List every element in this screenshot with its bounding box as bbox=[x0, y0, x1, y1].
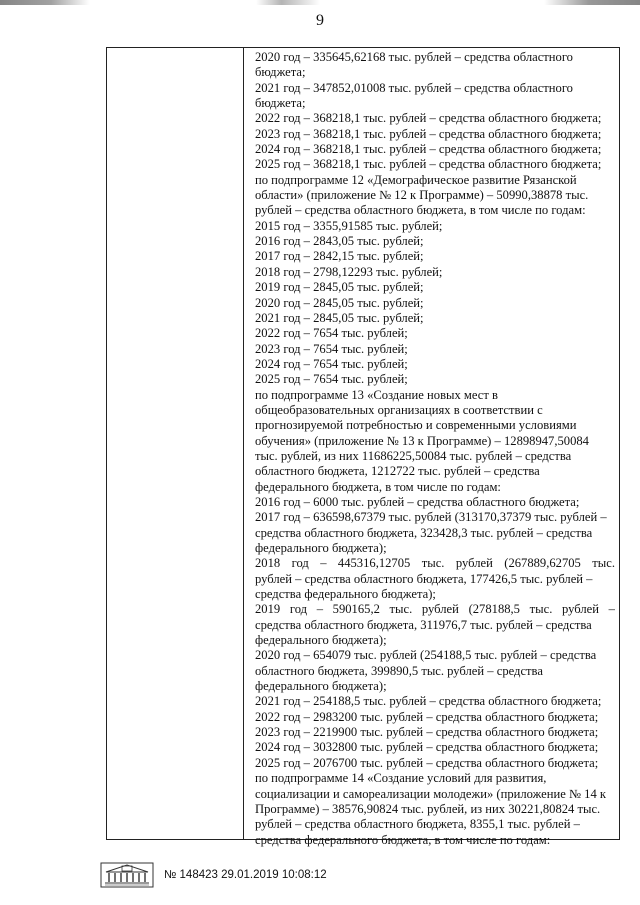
text-line: рублей – средства областного бюджета, в том числе по годам: bbox=[255, 203, 586, 218]
text-line: 2021 год – 2845,05 тыс. рублей; bbox=[255, 310, 424, 325]
text-line: 2021 год – 347852,01008 тыс. рублей – средства областного bbox=[255, 80, 573, 95]
government-building-seal-icon bbox=[100, 862, 154, 888]
text-line: 2020 год – 335645,62168 тыс. рублей – средства областного bbox=[255, 50, 573, 64]
text-line: 2015 год – 3355,91585 тыс. рублей; bbox=[255, 218, 443, 233]
text-line: 2022 год – 2983200 тыс. рублей – средства областного бюджета; bbox=[255, 709, 599, 724]
text-line: федерального бюджета); bbox=[255, 633, 387, 648]
text-line: средства областного бюджета, 323428,3 тыс. рублей – средства bbox=[255, 525, 593, 540]
text-line: федерального бюджета, в том числе по годам: bbox=[255, 479, 501, 494]
text-line: 2019 год – 590165,2 тыс. рублей (278188,5 тыс. рублей – bbox=[255, 602, 615, 617]
text-line: 2024 год – 7654 тыс. рублей; bbox=[255, 356, 408, 371]
text-line: 2016 год – 6000 тыс. рублей – средства областного бюджета; bbox=[255, 494, 580, 509]
text-line: 2018 год – 445316,12705 тыс. рублей (267889,62705 тыс. bbox=[255, 556, 615, 571]
text-line: рублей – средства областного бюджета, 8355,1 тыс. рублей – bbox=[255, 817, 580, 832]
text-line: 2017 год – 636598,67379 тыс. рублей (313170,37379 тыс. рублей – bbox=[255, 510, 607, 525]
text-line: области» (приложение № 12 к Программе) – 50990,38878 тыс. bbox=[255, 188, 589, 203]
scan-edge-artifact bbox=[0, 0, 640, 5]
text-line: средства областного бюджета, 311976,7 тыс. рублей – средства bbox=[255, 617, 592, 632]
text-line: федерального бюджета); bbox=[255, 679, 387, 694]
text-line: 2024 год – 3032800 тыс. рублей – средства областного бюджета; bbox=[255, 740, 599, 755]
text-line: прогнозируемой потребностью и современными условиями bbox=[255, 418, 577, 433]
text-line: обучения» (приложение № 13 к Программе) – 12898947,50084 bbox=[255, 433, 589, 448]
text-line: 2022 год – 7654 тыс. рублей; bbox=[255, 326, 408, 341]
document-footer bbox=[100, 862, 327, 888]
page-number: 9 bbox=[316, 12, 324, 29]
table-column-divider bbox=[243, 47, 244, 840]
text-line: 2019 год – 2845,05 тыс. рублей; bbox=[255, 280, 424, 295]
text-line: Программе) – 38576,90824 тыс. рублей, из них 30221,80824 тыс. bbox=[255, 801, 601, 816]
text-line: 2018 год – 2798,12293 тыс. рублей; bbox=[255, 264, 443, 279]
text-line: социализации и самореализации молодежи» (приложение № 14 к bbox=[255, 786, 607, 801]
document-registration-stamp: № 148423 29.01.2019 10:08:12 bbox=[164, 869, 327, 881]
text-line: общеобразовательных организациях в соответствии с bbox=[255, 402, 543, 417]
text-line: 2025 год – 7654 тыс. рублей; bbox=[255, 372, 408, 387]
text-line: рублей – средства областного бюджета, 177426,5 тыс. рублей – bbox=[255, 571, 593, 586]
text-line: 2023 год – 2219900 тыс. рублей – средства областного бюджета; bbox=[255, 725, 599, 740]
text-line: областного бюджета, 1212722 тыс. рублей – средства bbox=[255, 464, 540, 479]
text-line: тыс. рублей, из них 11686225,50084 тыс. рублей – средства bbox=[255, 448, 572, 463]
text-line: 2016 год – 2843,05 тыс. рублей; bbox=[255, 234, 424, 249]
text-line: 2020 год – 2845,05 тыс. рублей; bbox=[255, 295, 424, 310]
text-line: 2023 год – 7654 тыс. рублей; bbox=[255, 341, 408, 356]
text-line: по подпрограмме 14 «Создание условий для развития, bbox=[255, 771, 547, 786]
text-line: бюджета; bbox=[255, 65, 306, 80]
text-line: по подпрограмме 12 «Демографическое развитие Рязанской bbox=[255, 172, 577, 187]
text-line: 2025 год – 2076700 тыс. рублей – средства областного бюджета; bbox=[255, 755, 599, 770]
text-line: средства федерального бюджета, в том числе по годам: bbox=[255, 832, 551, 847]
text-line: 2025 год – 368218,1 тыс. рублей – средства областного бюджета; bbox=[255, 157, 602, 172]
text-line: бюджета; bbox=[255, 96, 306, 111]
text-line: 2023 год – 368218,1 тыс. рублей – средства областного бюджета; bbox=[255, 126, 602, 141]
text-line: по подпрограмме 13 «Создание новых мест в bbox=[255, 387, 498, 402]
text-line: 2017 год – 2842,15 тыс. рублей; bbox=[255, 249, 424, 264]
text-line: федерального бюджета); bbox=[255, 541, 387, 555]
text-line: областного бюджета, 399890,5 тыс. рублей – средства bbox=[255, 663, 543, 678]
text-line: 2020 год – 654079 тыс. рублей (254188,5 тыс. рублей – средства bbox=[255, 648, 597, 663]
text-line: 2022 год – 368218,1 тыс. рублей – средства областного бюджета; bbox=[255, 111, 602, 126]
text-line: 2021 год – 254188,5 тыс. рублей – средства областного бюджета; bbox=[255, 694, 602, 709]
text-line: средства федерального бюджета); bbox=[255, 587, 436, 602]
text-line: 2024 год – 368218,1 тыс. рублей – средства областного бюджета; bbox=[255, 142, 602, 157]
funding-text-column bbox=[255, 50, 615, 848]
